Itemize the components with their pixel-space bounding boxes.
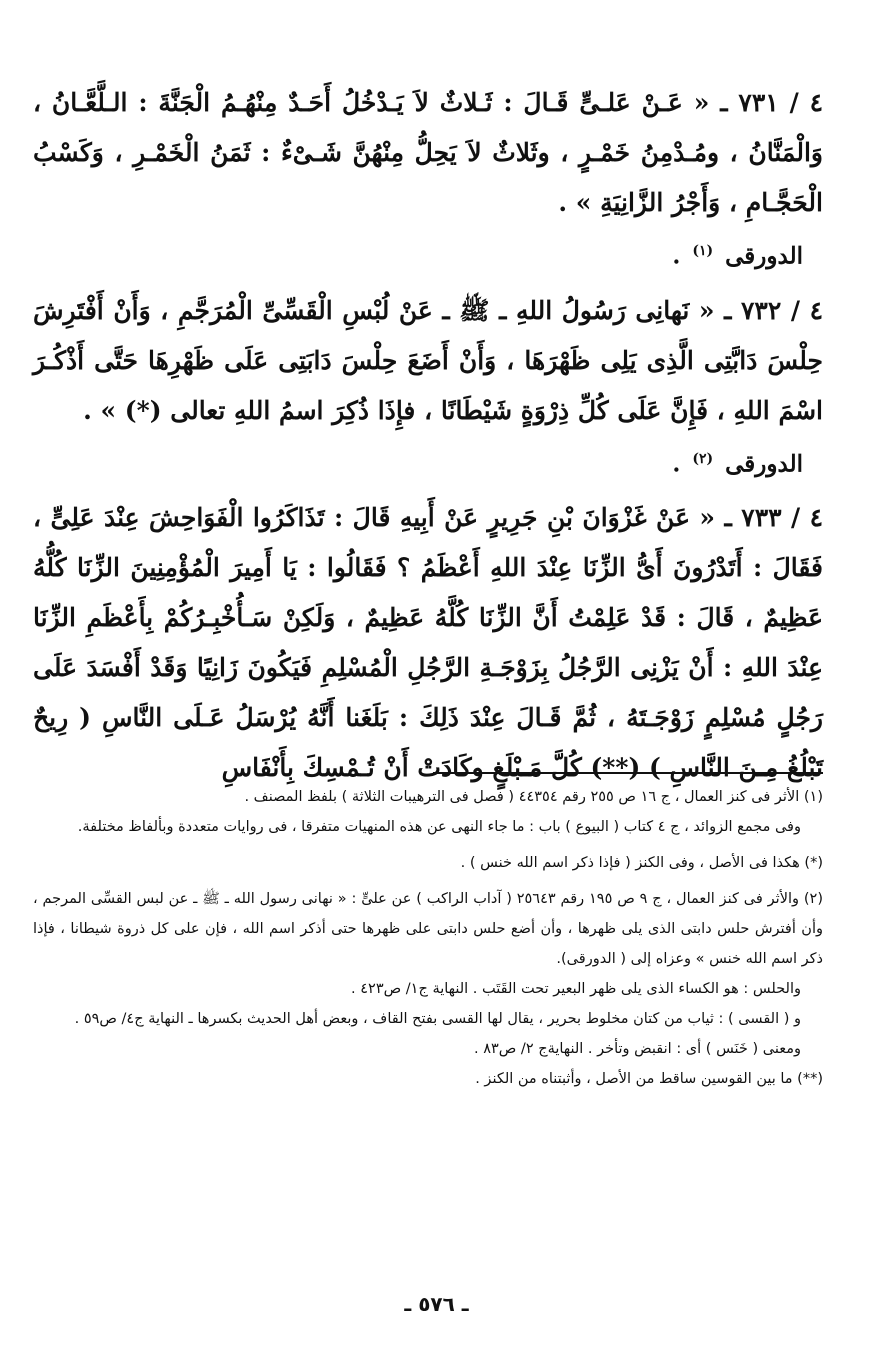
full-stop: . — [672, 450, 681, 478]
source-name: الدورقى — [725, 242, 803, 270]
full-stop: . — [672, 242, 681, 270]
footnote-2-hils: والحلس : هو الكساء الذى يلى ظهر البعير تحت القَتَب . النهاية ج١/ ص٤٢٣ . — [351, 981, 801, 997]
source-name: الدورقى — [725, 450, 803, 478]
footnote-1: (١) الأثر فى كنز العمال ، ج ١٦ ص ٢٥٥ رقم ٤٤٣٥٤ ( فصل فى الترهيبات الثلاثة ) بلفظ المصنف . — [244, 789, 823, 805]
hadith-731: ٤ / ٧٣١ ـ « عَـنْ عَلـىٍّ قَـالَ : ثَـلاثٌ لاَ يَـدْخُلُ أَحَـدٌ مِنْهُـمُ الْجَنَّةَ : الـلَّعَّـانُ ، وَالْمَنَّانُ ، ومُـدْمِنُ خَمْـرٍ ، وثَلاثٌ لاَ يَحِلُّ مِنْهُنَّ شَـىْءٌ : ثَمَنُ الْخَمْـرِ ، وَكَسْبُ الْحَجَّـامِ ، وَأَجْرُ الزَّانِيَةِ » . — [33, 88, 824, 217]
footnote-divider — [433, 772, 823, 774]
hadith-732: ٤ / ٧٣٢ ـ « نَهانِى رَسُولُ اللهِ ـ ﷺ ـ عَنْ لُبْسِ الْقَسِّىِّ الْمُرَجَّمِ ، وَأَنْ أَفْتَرِشَ حِلْسَ دَابَّتِى الَّذِى يَلِى ظَهْرَهَا ، وَأَنْ أَضَعَ حِلْسَ دَابَتِى عَلَى ظَهْرِهَا حَتَّى أَذْكُـرَ اسْمَ اللهِ ، فَإِنَّ عَلَى كُلِّ ذِرْوَةٍ شَيْطَانًا ، فإِذَا ذُكِرَ اسمُ اللهِ تعالى (*) » . — [33, 295, 823, 425]
footnote-2: (٢) والأثر فى كنز العمال ، ج ٩ ص ١٩٥ رقم ٢٥٦٤٣ ( آداب الراكب ) عن علىٍّ : « نهانى رسول الله ـ ﷺ ـ عن لبس القسِّى المرجم ، وأن أفترش حلس دابتى الذى يلى ظهرها ، وأن أضع حلس دابتى على ظهرها حتى أذكر اسم الله ، فإن على كل ذروة شيطانا ، فإذا ذكر اسم الله خنس » وعزاه إلى ( الدورقى). — [33, 891, 823, 967]
footnote-star: (*) هكذا فى الأصل ، وفى الكنز ( فإذا ذكر اسم الله خنس ) . — [460, 855, 823, 871]
footnote-2-qassi: و ( القسى ) : ثياب من كتان مخلوط بحرير ، يقال لها القسى بفتح القاف ، وبعض أهل الحديث بكسرها ـ النهاية ج٤/ ص٥٩ . — [74, 1011, 801, 1027]
footnote-double-star: (**) ما بين القوسين ساقط من الأصل ، وأثبتناه من الكنز . — [475, 1071, 823, 1087]
footnote-2-khanas: ومعنى ( خَنَس ) أى : انقبض وتأخر . النهايةج ٢/ ص٨٣ . — [473, 1041, 801, 1057]
main-text — [33, 78, 823, 793]
hadith-731-source — [33, 228, 823, 280]
footnote-1-continued: وفى مجمع الزوائد ، ج ٤ كتاب ( البيوع ) باب : ما جاء النهى عن هذه المنهيات متفرقا ، فى روايات متعددة وبألفاظ مختلفة. — [77, 819, 801, 835]
footnotes — [33, 782, 823, 1094]
footnote-ref: (٢) — [692, 450, 714, 467]
hadith-732-source — [33, 436, 823, 488]
footnote-ref: (١) — [692, 243, 714, 259]
hadith-733: ٤ / ٧٣٣ ـ « عَنْ غَزْوَانَ بْنِ جَرِيرٍ عَنْ أَبِيهِ قَالَ : تَذَاكَرُوا الْفَوَاحِشَ عِنْدَ عَلِىٍّ ، فَقَالَ : أَتَدْرُونَ أَىُّ الزِّنَا عِنْدَ اللهِ أَعْظَمُ ؟ فَقَالُوا : يَا أَمِيرَ الْمُؤْمِنِينَ الزِّنَا كُلُّهُ عَظِيمٌ ، قَالَ : قَدْ عَلِمْتُ أَنَّ الزِّنَا كُلَّهُ عَظِيمٌ ، وَلَكِنْ سَـأُخْبِـرُكُمْ بِأَعْظَمِ الزِّنَا عِنْدَ اللهِ : أَنْ يَزْنِى الرَّجُلُ بِزَوْجَـةِ الرَّجُلِ الْمُسْلِمِ فَيَكُونَ زَانِيًا وَقَدْ أَفْسَدَ عَلَى رَجُلٍ مُسْلِمٍ زَوْجَـتَهُ ، ثُمَّ قَـالَ عِنْدَ ذَلِكَ : بَلَغَنا أَنَّهُ يُرْسَلُ عَـلَى النَّاسِ ( رِيحٌ تَبْلُغُ مِـنَ النَّاسِ ) (**) كُلَّ مَـبْلَغٍ وكَادَتْ أَنْ تُـمْسِكَ بِأَنْفَاسِ — [33, 503, 824, 783]
page-number: ـ ٥٧٦ ـ — [404, 1292, 469, 1316]
